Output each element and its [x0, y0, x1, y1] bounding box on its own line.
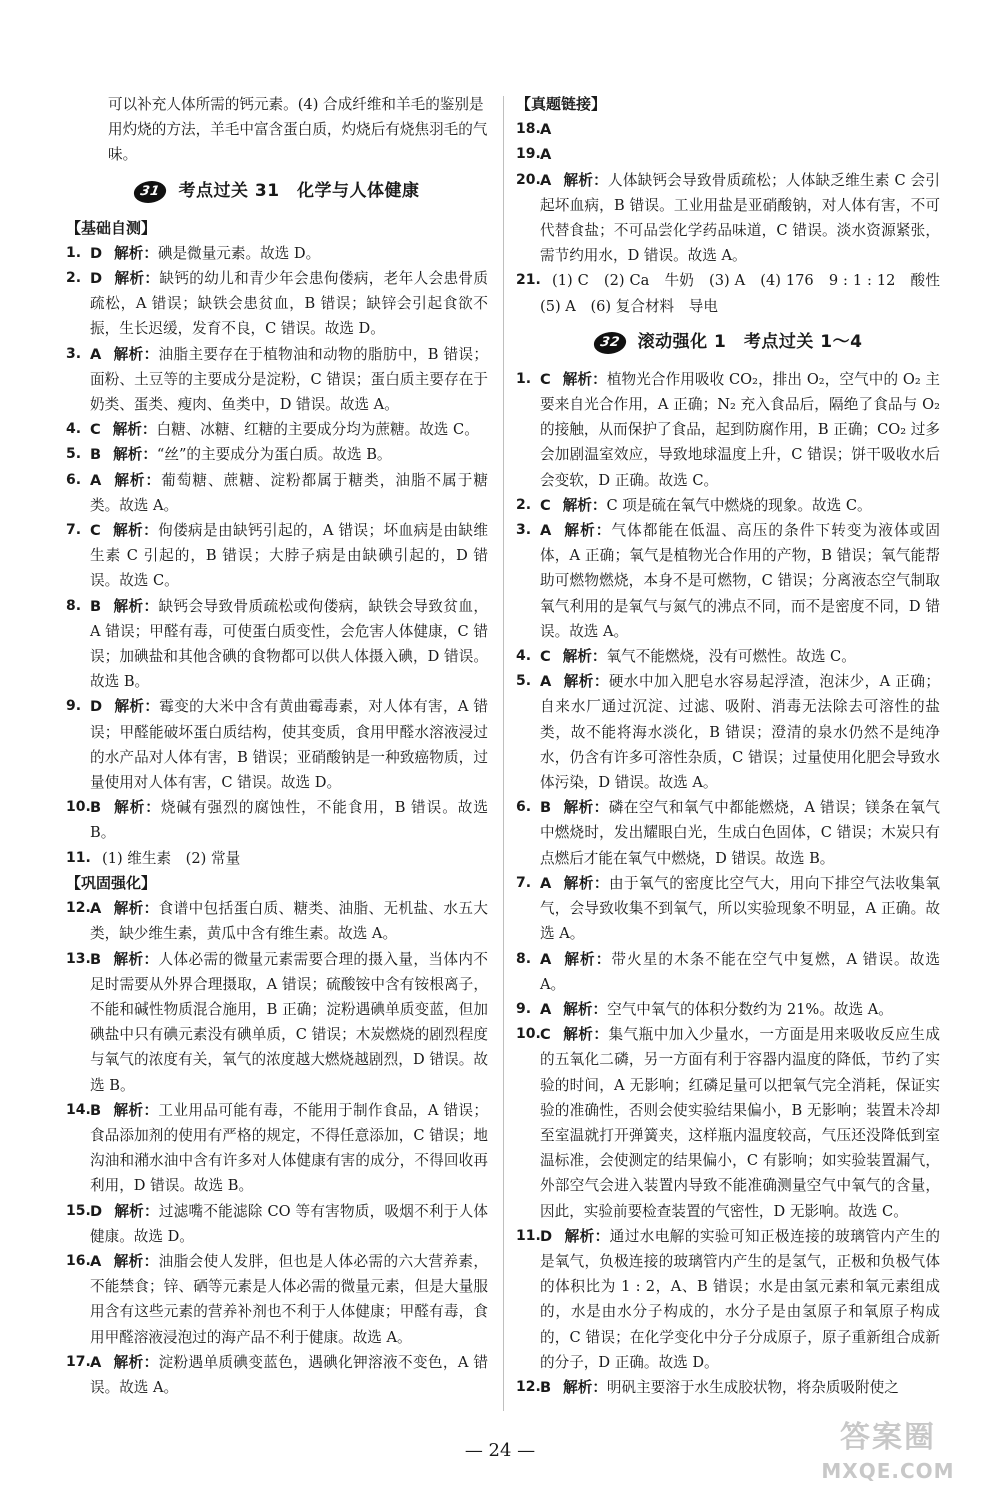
answer-item	[66, 468, 488, 518]
answer-choice: D	[540, 1227, 553, 1245]
answer-choice: A	[90, 1252, 102, 1270]
explanation-text: 佝偻病是由缺钙引起的，A 错误；坏血病是由缺维生素 C 引起的，B 错误；大脖子病是由缺碘引起的，D 错误。故选 C。	[90, 522, 488, 590]
answer-choice: C	[90, 522, 101, 540]
question-number: 13.	[66, 950, 91, 967]
answer-choice: B	[90, 597, 102, 615]
answer-choice: A	[540, 522, 552, 540]
chapter-number-badge: 32	[592, 332, 628, 354]
answer-choice: C	[540, 648, 551, 666]
answer-choice: C	[90, 421, 101, 439]
question-number: 3.	[516, 522, 532, 539]
explanation-text: 过滤嘴不能滤除 CO 等有害物质，吸烟不利于人体健康。故选 D。	[90, 1202, 488, 1245]
explanation-text: 食谱中包括蛋白质、糖类、油脂、无机盐、水五大类，缺少维生素，黄瓜中含有维生素。故选 A。	[90, 900, 488, 943]
watermark-logo: 答案圈	[840, 1420, 936, 1455]
explanation-text: 氧气不能燃烧，没有可燃性。故选 C。	[606, 648, 856, 666]
question-number: 6.	[66, 471, 82, 488]
answer-list-rolling	[516, 367, 940, 1400]
answer-body	[540, 669, 940, 795]
explanation-label: 解析：	[113, 1101, 159, 1119]
answer-body	[90, 518, 488, 594]
answer-list-consolidate	[66, 896, 488, 1400]
answer-choice: B	[540, 1378, 552, 1396]
question-number: 15.	[66, 1202, 91, 1219]
answer-item	[516, 1375, 940, 1400]
question-number: 11.	[66, 849, 91, 866]
answer-body	[540, 268, 955, 318]
answer-body	[90, 342, 488, 418]
answer-item	[66, 594, 488, 695]
answer-body	[540, 1375, 940, 1400]
explanation-label: 解析：	[114, 698, 160, 716]
answer-item	[516, 168, 940, 269]
answer-choice: B	[540, 799, 552, 817]
explanation-text: 空气中氧气的体积分数约为 21%。故选 A。	[607, 1000, 893, 1018]
answer-item	[66, 266, 488, 342]
answer-body	[540, 1022, 940, 1224]
section-heading-basic: 【基础自测】	[66, 218, 157, 237]
explanation-text: 人体必需的微量元素需要合理的摄入量，当体内不足时需要从外界合理摄取，A 错误；硫酸铵中含有铵根离子，不能和碱性物质混合施用，B 正确；淀粉遇碘单质变蓝，但加碘盐中只有碘元素没有碘单质，C 错误；木炭燃烧的剧烈程度与氧气的浓度有关，氧气的浓度越大燃烧越剧烈，D 错误。故选 B。	[90, 950, 488, 1094]
explanation-text: 人体缺钙会导致骨质疏松；人体缺乏维生素 C 会引起坏血病，B 错误。工业用盐是亚硝酸钠，对人体有害，不可代替食盐；不可品尝化学药品味道，C 错误。淡水资源紧张，需节约用水，D 错误。故选 A。	[540, 171, 940, 265]
explanation-label: 解析：	[563, 799, 609, 817]
answer-item	[66, 1249, 488, 1350]
answer-choice: A	[540, 673, 552, 691]
question-number: 2.	[516, 496, 532, 513]
answer-item	[66, 795, 488, 845]
answer-choice: B	[90, 1101, 102, 1119]
answer-choice: A	[540, 950, 552, 968]
explanation-label: 解析：	[563, 673, 609, 691]
explanation-text: 磷在空气和氧气中都能燃烧，A 错误；镁条在氧气中燃烧时，发出耀眼白光，生成白色固体，C 错误；木炭只有点燃后才能在氧气中燃烧，D 错误。故选 B。	[540, 799, 940, 867]
explanation-text: 工业用品可能有毒，不能用于制作食品，A 错误；食品添加剂的使用有严格的规定，不得任意添加，C 错误；地沟油和潲水油中含有许多对人体健康有害的成分，不得回收再利用，D 错误。故选 B。	[90, 1101, 488, 1195]
explanation-text: 油脂会使人发胖，但也是人体必需的六大营养素，不能禁食；锌、硒等元素是人体必需的微量元素，但是大量服用含有这些元素的营养补剂也不利于人体健康；甲醛有毒，食用甲醛溶液浸泡过的海产品不利于健康。故选 A。	[90, 1252, 488, 1346]
answer-item	[516, 669, 940, 795]
explanation-text: (1) C (2) Ca 牛奶 (3) A (4) 176 9 : 1 : 12 酸性 (5) A (6) 复合材料 导电	[540, 272, 955, 315]
explanation-text: (1) 维生素 (2) 常量	[102, 849, 241, 867]
explanation-label: 解析：	[113, 446, 157, 464]
answer-item	[516, 518, 940, 644]
explanation-label: 解析：	[562, 648, 607, 666]
explanation-label: 解析：	[563, 950, 612, 968]
answer-list-basic	[66, 241, 488, 871]
explanation-text: 明矾主要溶于水生成胶状物，将杂质吸附使之	[606, 1378, 899, 1396]
explanation-label: 解析：	[113, 345, 159, 363]
answer-item	[516, 268, 955, 318]
answer-choice: A	[90, 345, 102, 363]
answer-item	[516, 493, 940, 518]
answer-choice: C	[540, 1026, 551, 1044]
left-column	[66, 92, 488, 1400]
answer-body	[90, 1249, 488, 1350]
answer-body	[90, 846, 488, 871]
answer-body	[540, 644, 940, 669]
explanation-text: 油脂主要存在于植物油和动物的脂肪中，B 错误；面粉、土豆等的主要成分是淀粉，C 错误；蛋白质主要存在于奶类、蛋类、瘦肉、鱼类中，D 错误。故选 A。	[90, 345, 488, 414]
answer-body	[540, 168, 940, 269]
explanation-text: 由于氧气的密度比空气大，用向下排空气法收集氧气，会导致收集不到氧气，所以实验现象不明显，A 正确。故选 A。	[540, 874, 940, 943]
answer-list-real-exam	[516, 117, 955, 319]
chapter-heading-32	[516, 323, 940, 363]
question-number: 9.	[516, 1000, 532, 1017]
explanation-text: “丝”的主要成分为蛋白质。故选 B。	[156, 446, 392, 464]
answer-body	[90, 594, 488, 695]
explanation-label: 解析：	[562, 370, 607, 388]
answer-item	[66, 442, 488, 467]
question-number: 3.	[66, 345, 82, 362]
column-divider	[503, 96, 504, 1411]
question-number: 2.	[66, 270, 82, 287]
explanation-label: 解析：	[114, 244, 158, 262]
explanation-label: 解析：	[113, 597, 159, 615]
question-number: 7.	[66, 522, 82, 539]
explanation-text: 植物光合作用吸收 CO₂，排出 O₂，空气中的 O₂ 主要来自光合作用，A 正确；N₂ 充入食品后，隔绝了食品与 O₂ 的接触，从而保护了食品，起到防腐作用，B 正确；CO₂ 过多会加剧温室效应，导致地球温度上升，C 错误；饼干吸收水后会变软，D 正确。故选 C。	[540, 370, 940, 489]
explanation-label: 解析：	[113, 900, 159, 918]
answer-choice: D	[90, 1202, 103, 1220]
question-number: 1.	[66, 244, 82, 261]
question-number: 5.	[516, 673, 532, 690]
answer-body	[90, 1350, 488, 1400]
explanation-label: 解析：	[112, 522, 159, 540]
answer-body	[540, 367, 940, 493]
answer-item	[66, 896, 488, 946]
explanation-label: 解析：	[113, 1353, 159, 1371]
question-number: 18.	[516, 121, 541, 138]
explanation-label: 解析：	[564, 1227, 610, 1245]
explanation-text: 烧碱有强烈的腐蚀性，不能食用，B 错误。故选 B。	[90, 799, 488, 842]
answer-body	[540, 1224, 940, 1375]
question-number: 5.	[66, 446, 82, 463]
answer-choice: A	[540, 121, 552, 139]
answer-body	[540, 947, 940, 997]
question-number: 12.	[516, 1378, 541, 1395]
answer-choice: D	[90, 270, 103, 288]
question-number: 11.	[516, 1227, 541, 1244]
answer-choice: A	[540, 874, 552, 892]
explanation-label: 解析：	[563, 874, 609, 892]
question-number: 9.	[66, 698, 82, 715]
explanation-label: 解析：	[113, 950, 159, 968]
question-number: 4.	[66, 421, 82, 438]
chapter-title: 考点过关 31 化学与人体健康	[178, 181, 420, 201]
explanation-text: 碘是微量元素。故选 D。	[157, 244, 321, 262]
answer-body	[90, 468, 488, 518]
explanation-text: 硬水中加入肥皂水容易起浮渣，泡沫少，A 正确；自来水厂通过沉淀、过滤、吸附、消毒无法除去可溶性的盐类，故不能将海水淡化，B 错误；澄清的泉水仍然不是纯净水，仍含有许多可溶性杂质，C 错误；过量使用化肥会导致水体污染，D 错误。故选 A。	[540, 673, 940, 792]
explanation-text: 缺钙的幼儿和青少年会患佝偻病，老年人会患骨质疏松，A 错误；缺铁会患贫血，B 错误；缺锌会引起食欲不振，生长迟缓，发育不良，C 错误。故选 D。	[90, 270, 488, 338]
answer-item	[66, 947, 488, 1098]
explanation-text: 葡萄糖、蔗糖、淀粉都属于糖类，油脂不属于糖类。故选 A。	[90, 471, 488, 514]
answer-body	[540, 142, 940, 167]
answer-choice: A	[90, 900, 102, 918]
answer-choice: B	[90, 446, 102, 464]
answer-item	[66, 1098, 488, 1199]
answer-choice: A	[90, 1353, 102, 1371]
question-number: 17.	[66, 1353, 91, 1370]
answer-body	[90, 1098, 488, 1199]
answer-choice: D	[90, 698, 103, 716]
explanation-label: 解析：	[563, 1000, 608, 1018]
answer-item	[66, 1350, 488, 1400]
answer-item	[516, 644, 940, 669]
page-number: — 24 —	[464, 1440, 536, 1461]
answer-choice: B	[90, 950, 102, 968]
question-number: 16.	[66, 1252, 91, 1269]
explanation-label: 解析：	[112, 421, 157, 439]
explanation-text: 缺钙会导致骨质疏松或佝偻病，缺铁会导致贫血，A 错误；甲醛有毒，可使蛋白质变性，会危害人体健康，C 错误；加碘盐和其他含碘的食物都可以供人体摄入碘，D 错误。故选 B。	[90, 597, 488, 691]
answer-item	[516, 142, 940, 167]
answer-item	[516, 871, 940, 947]
answer-choice: A	[540, 146, 552, 164]
answer-choice: C	[540, 496, 551, 514]
question-number: 10.	[66, 799, 91, 816]
question-number: 10.	[516, 1026, 541, 1043]
answer-body	[540, 493, 940, 518]
right-column	[516, 92, 955, 1400]
answer-item	[66, 241, 488, 266]
question-number: 12.	[66, 900, 91, 917]
chapter-heading-31	[66, 172, 488, 212]
chapter-number-badge: 31	[133, 181, 169, 203]
question-number: 7.	[516, 874, 532, 891]
explanation-label: 解析：	[563, 522, 612, 540]
answer-body	[540, 997, 940, 1022]
section-heading-real-exam: 【真题链接】	[516, 95, 607, 113]
question-number: 1.	[516, 370, 532, 387]
question-number: 8.	[516, 950, 532, 967]
answer-body	[90, 795, 488, 845]
answer-item	[516, 1224, 940, 1375]
explanation-text: 淀粉遇单质碘变蓝色，遇碘化钾溶液不变色，A 错误。故选 A。	[90, 1353, 488, 1396]
explanation-label: 解析：	[114, 270, 160, 288]
answer-body	[540, 795, 940, 871]
watermark	[798, 1418, 978, 1490]
question-number: 20.	[516, 171, 541, 188]
answer-item	[66, 846, 488, 871]
answer-item	[516, 117, 940, 142]
answer-item	[516, 1022, 940, 1224]
answer-choice: D	[90, 244, 103, 262]
explanation-label: 解析：	[113, 471, 162, 489]
explanation-label: 解析：	[563, 171, 608, 189]
answer-item	[66, 417, 488, 442]
section-heading-consolidate: 【巩固强化】	[66, 873, 157, 892]
explanation-label: 解析：	[562, 496, 607, 514]
answer-item	[66, 694, 488, 795]
explanation-text: 集气瓶中加入少量水，一方面是用来吸收反应生成的五氧化二磷，另一方面有利于容器内温度的降低，节约了实验的时间，A 无影响；红磷足量可以把氧气完全消耗，保证实验的准确性，否则会使实验结果偏小，B 无影响；装置未冷却至室温就打开弹簧夹，这样瓶内温度较高，气压还没降低到室温标准，会使测定的结果偏小，C 有影响；如实验装置漏气，外部空气会进入装置内导致不能准确测量空气中氧气的含量，因此，实验前要检查装置的气密性，D 无影响。故选 C。	[540, 1026, 940, 1220]
answer-body	[540, 518, 940, 644]
answer-body	[540, 871, 940, 947]
answer-body	[90, 694, 488, 795]
explanation-label: 解析：	[114, 1202, 159, 1220]
answer-choice: B	[90, 799, 102, 817]
question-number: 21.	[516, 272, 541, 289]
answer-item	[516, 795, 940, 871]
explanation-label: 解析：	[113, 799, 161, 817]
answer-body	[90, 442, 488, 467]
question-number: 4.	[516, 648, 532, 665]
answer-body	[90, 947, 488, 1098]
answer-choice: C	[540, 370, 551, 388]
explanation-label: 解析：	[563, 1378, 607, 1396]
question-number: 8.	[66, 597, 82, 614]
answer-item	[516, 997, 940, 1022]
explanation-label: 解析：	[562, 1026, 609, 1044]
answer-body	[90, 266, 488, 342]
answer-body	[90, 1199, 488, 1249]
explanation-text: C 项是硫在氧气中燃烧的现象。故选 C。	[606, 496, 872, 514]
answer-body	[90, 896, 488, 946]
question-number: 19.	[516, 146, 541, 163]
answer-body	[90, 241, 488, 266]
answer-body	[540, 117, 940, 142]
answer-choice: A	[540, 1000, 552, 1018]
chapter-title: 滚动强化 1 考点过关 1～4	[637, 332, 863, 353]
explanation-text: 霉变的大米中含有黄曲霉毒素，对人体有害，A 错误；甲醛能破坏蛋白质结构，使其变质，食用甲醛水溶液浸过的水产品对人体有害，B 错误；亚硝酸钠是一种致癌物质，过量使用对人体有害，C 错误。故选 D。	[90, 698, 488, 792]
answer-body	[90, 417, 488, 442]
explanation-text: 气体都能在低温、高压的条件下转变为液体或固体，A 正确；氧气是植物光合作用的产物，B 错误；氧气能帮助可燃物燃烧，本身不是可燃物，C 错误；分离液态空气制取氧气利用的是氧气与氮气的沸点不同，而不是密度不同，D 错误。故选 A。	[540, 522, 940, 640]
answer-choice: A	[540, 171, 552, 189]
answer-item	[66, 518, 488, 594]
explanation-text: 白糖、冰糖、红糖的主要成分均为蔗糖。故选 C。	[156, 421, 479, 439]
question-number: 14.	[66, 1101, 91, 1118]
intro-paragraph: 可以补充人体所需的钙元素。(4) 合成纤维和羊毛的鉴别是用灼烧的方法，羊毛中富含蛋白质，灼烧后有烧焦羽毛的气味。	[108, 96, 488, 164]
question-number: 6.	[516, 799, 532, 816]
answer-choice: A	[90, 471, 102, 489]
explanation-text: 带火星的木条不能在空气中复燃，A 错误。故选 A。	[540, 950, 940, 993]
answer-item	[516, 947, 940, 997]
answer-item	[66, 342, 488, 418]
watermark-url: MXQE.COM	[821, 1459, 955, 1483]
answer-item	[66, 1199, 488, 1249]
explanation-label: 解析：	[113, 1252, 159, 1270]
explanation-text: 通过水电解的实验可知正极连接的玻璃管内产生的是氧气，负极连接的玻璃管内产生的是氢气，正极和负极气体的体积比为 1 : 2，A、B 错误；水是由氢元素和氧元素组成的，水是由水分子构成的，水分子是由氢原子和氧原子构成的，C 错误；在化学变化中分子分成原子，原子重新组合成新的分子，D 正确。故选 D。	[540, 1227, 940, 1371]
answer-item	[516, 367, 940, 493]
